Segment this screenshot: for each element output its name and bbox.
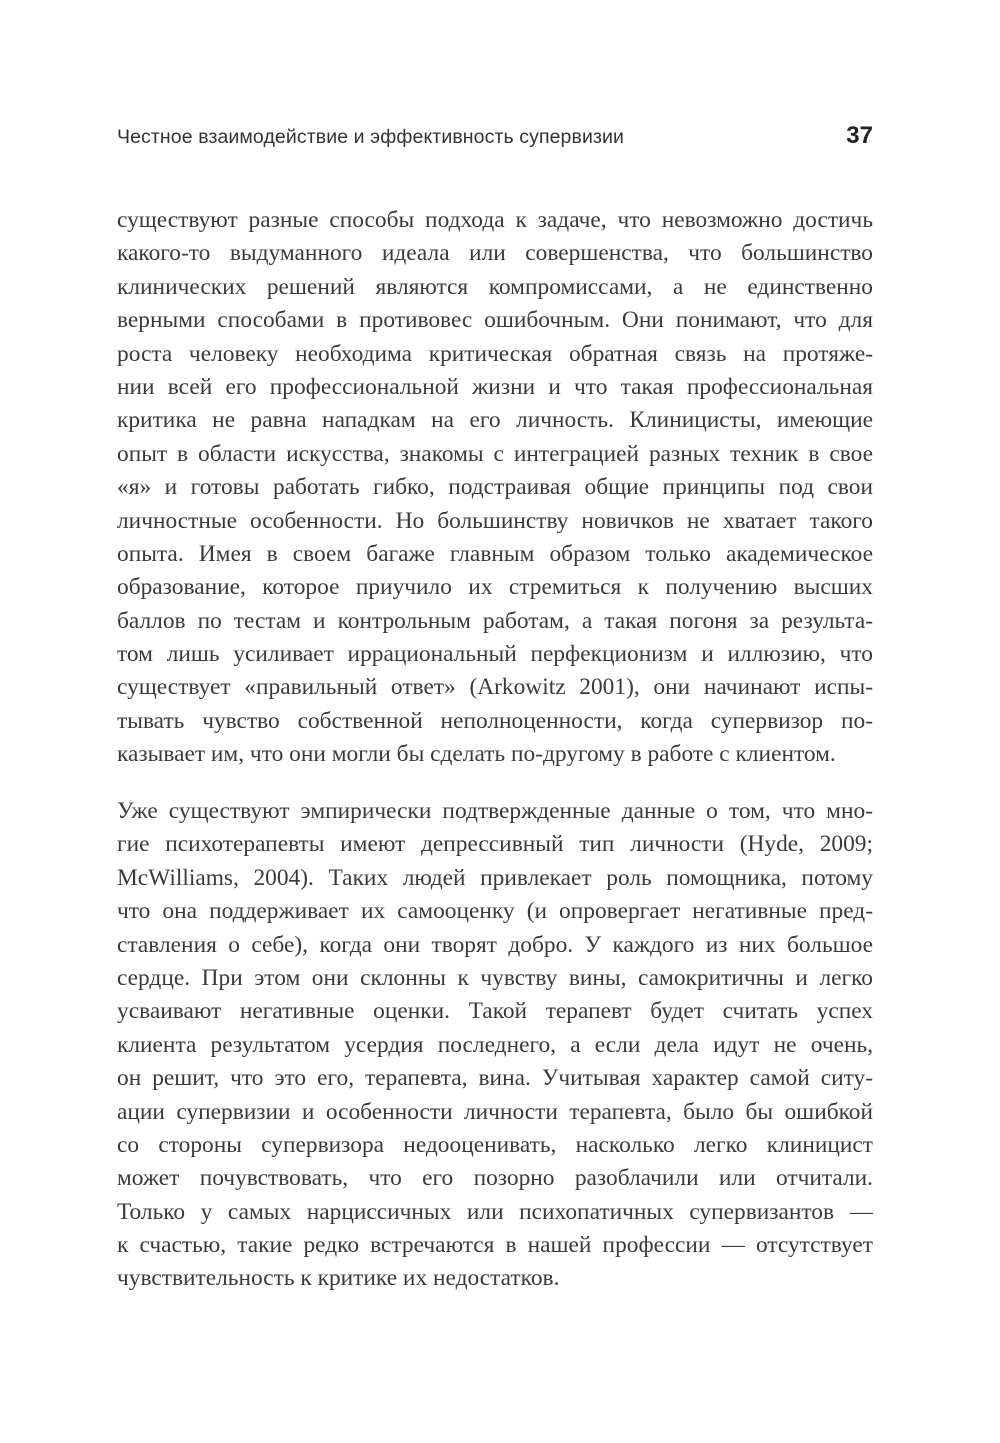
text-line: том лишь усиливает иррациональный перфекционизм и иллюзию, что [117,641,873,668]
text-line: существует «правильный ответ» (Arkowitz 2001), они начинают испы- [117,674,873,701]
text-line: усваивают негативные оценки. Такой терапевт будет считать успех [117,998,873,1025]
page-number: 37 [846,122,873,149]
text-line: чувствительность к критике их недостатков. [117,1265,560,1292]
text-line: McWilliams, 2004). Таких людей привлекает роль помощника, потому [117,864,873,891]
text-line: ации супервизии и особенности личности терапевта, было бы ошибкой [117,1098,873,1125]
text-line: нии всей его профессиональной жизни и что такая профессиональная [117,373,873,400]
text-line: верными способами в противовес ошибочным. Они понимают, что для [117,307,873,334]
text-line: ставления о себе), когда они творят добро. У каждого из них большое [117,931,873,958]
text-line: баллов по тестам и контрольным работам, а такая погоня за результа- [117,607,873,634]
text-line: какого-то выдуманного идеала или совершенства, что большинство [117,240,873,267]
text-line: клиента результатом усердия последнего, а если дела идут не очень, [117,1031,873,1058]
text-line: роста человеку необходима критическая обратная связь на протяже- [117,340,873,367]
text-line: сердце. При этом они склонны к чувству вины, самокритичны и легко [117,964,873,991]
text-line: казывает им, что они могли бы сделать по-другому в работе с клиентом. [117,741,836,768]
paragraph-1 [117,204,873,772]
paragraph-2 [117,795,873,1296]
text-line: образование, которое приучило их стремиться к получению высших [117,574,873,601]
text-line: опыт в области искусства, знакомы с интеграцией разных техник в свое [117,440,873,467]
text-line: «я» и готовы работать гибко, подстраивая общие принципы под свои [117,474,873,501]
text-line: личностные особенности. Но большинству новичков не хватает такого [117,507,873,534]
text-line: тывать чувство собственной неполноценности, когда супервизор по- [117,707,873,734]
running-title: Честное взаимодействие и эффективность супервизии [117,126,624,148]
text-line: к счастью, такие редко встречаются в нашей профессии — отсутствует [117,1232,873,1259]
text-line: он решит, что это его, терапевта, вина. Учитывая характер самой ситу- [117,1065,873,1092]
text-line: существуют разные способы подхода к задаче, что невозможно достичь [117,207,873,233]
text-line: Только у самых нарциссичных или психопатичных супервизантов — [117,1198,873,1225]
text-line: со стороны супервизора недооценивать, насколько легко клиницист [117,1131,873,1158]
text-line: что она поддерживает их самооценку (и опровергает негативные пред- [117,898,873,925]
text-line: критика не равна нападкам на его личность. Клиницисты, имеющие [117,407,873,434]
text-line: может почувствовать, что его позорно разоблачили или отчитали. [117,1165,873,1192]
text-line: опыта. Имея в своем багаже главным образом только академическое [117,540,873,567]
text-line: клинических решений являются компромиссами, а не единственно [117,273,873,300]
running-head [117,122,873,154]
text-line: Уже существуют эмпирически подтвержденные данные о том, что мно- [117,798,873,824]
text-line: гие психотерапевты имеют депрессивный тип личности (Hyde, 2009; [117,831,873,858]
